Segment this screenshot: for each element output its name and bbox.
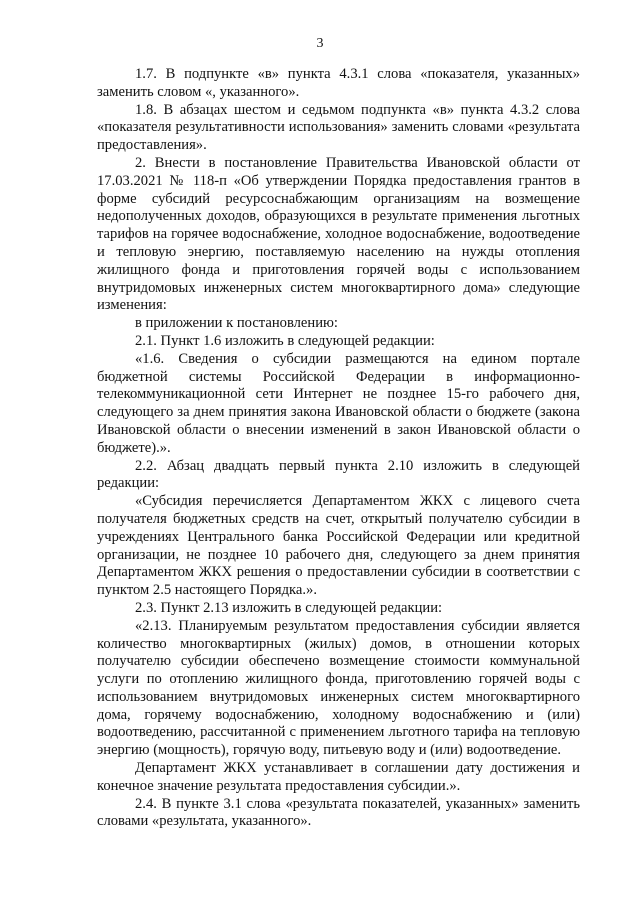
document-body (97, 66, 580, 831)
paragraph-2-2: 2.2. Абзац двадцать первый пункта 2.10 изложить в следующей редакции: (97, 457, 580, 492)
paragraph-subsidy-transfer: «Субсидия перечисляется Департаментом ЖКХ с лицевого счета получателя бюджетных средств на счет, открытый получателю субсидии в учреждениях Центрального банка Российской Федерации или кредитной организации, не позднее 10 рабочего дня, следующего за днем принятия Департаментом ЖКХ решения о предоставлении субсидии в соответствии с пунктом 2.5 настоящего Порядка.». (97, 493, 580, 599)
paragraph-1-7: 1.7. В подпункте «в» пункта 4.3.1 слова «показателя, указанных» заменить словом «, указанного». (97, 66, 580, 100)
page-number: 3 (316, 36, 324, 51)
paragraph-appendix: в приложении к постановлению: (135, 315, 338, 332)
paragraph-2-4: 2.4. В пункте 3.1 слова «результата показателей, указанных» заменить словами «результата, указанного». (97, 795, 580, 830)
paragraph-2-intro: 2. Внести в постановление Правительства Ивановской области от 17.03.2021 № 118-п «Об утверждении Порядка предоставления грантов в форме субсидий ресурсоснабжающим организациям на возмещение недополученных доходов, образующихся в результате применения льготных тарифов на горячее водоснабжение, холодное водоснабжение, водоотведение и тепловую энергию, поставляемую населению на нужды отопления жилищного фонда и приготовления горячей воды с использованием внутридомовых инженерных систем многоквартирного дома» следующие изменения: (97, 154, 580, 314)
paragraph-1-8: 1.8. В абзацах шестом и седьмом подпункта «в» пункта 4.3.2 слова «показателя результативности использования» заменить словами «результата предоставления». (97, 101, 580, 154)
paragraph-2-3: 2.3. Пункт 2.13 изложить в следующей редакции: (135, 599, 443, 616)
paragraph-2-1: 2.1. Пункт 1.6 изложить в следующей редакции: (135, 332, 435, 349)
paragraph-1-6-text: «1.6. Сведения о субсидии размещаются на едином портале бюджетной системы Российской Федерации в информационно-телекоммуникационной сети Интернет не позднее 15-го рабочего дня, следующего за днем принятия закона Ивановской области о бюджете (закона Ивановской области о внесении изменений в закон Ивановской области о бюджете).». (97, 350, 580, 456)
paragraph-department-agreement: Департамент ЖКХ устанавливает в соглашении дату достижения и конечное значение результата предоставления субсидии.». (97, 760, 580, 794)
paragraph-2-13-text: «2.13. Планируемым результатом предоставления субсидии является количество многоквартирных (жилых) домов, в отношении которых получателю субсидии обеспечено возмещение стоимости коммунальной услуги по отоплению жилищного фонда, приготовлению горячей воды с использованием внутридомовых инженерных систем многоквартирного дома, горячему водоснабжению, холодному водоснабжению и (или) водоотведению, рассчитанной с применением льготного тарифа на тепловую энергию (мощность), горячую воду, питьевую воду и (или) водоотведение. (97, 617, 580, 759)
